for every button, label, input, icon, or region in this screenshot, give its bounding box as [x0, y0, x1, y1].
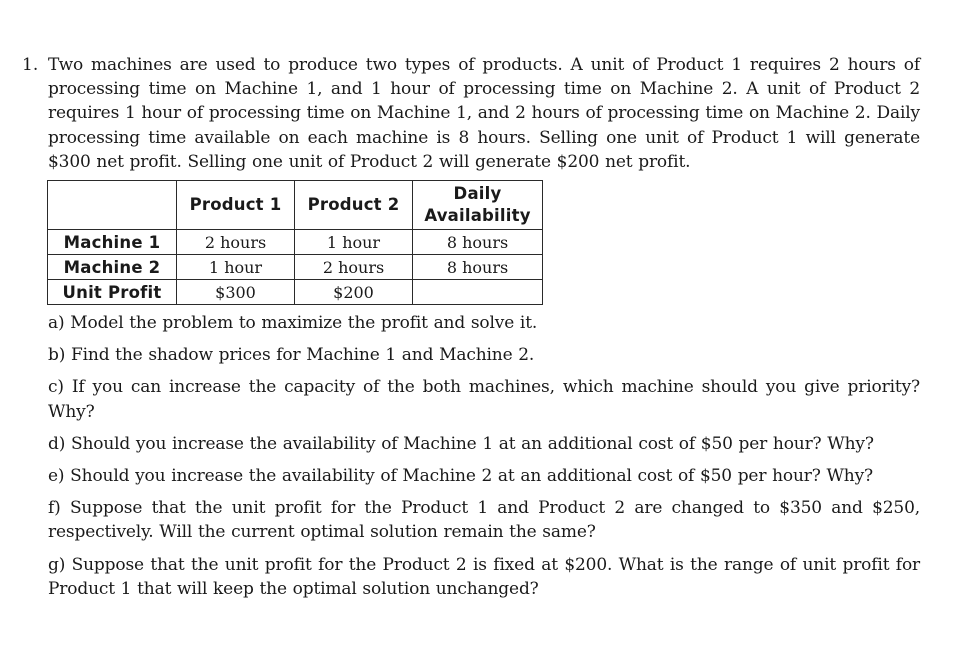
- cell-unit-profit-availability: [413, 280, 543, 305]
- header-daily-availability: [413, 181, 543, 230]
- header-product-1: Product 1: [177, 181, 295, 230]
- table-row: [48, 255, 543, 280]
- cell-machine-1-product-2: 1 hour: [295, 230, 413, 255]
- header-product-2: Product 2: [295, 181, 413, 230]
- problem-number: 1.: [22, 55, 39, 75]
- header-availability-label: Availability: [424, 206, 531, 225]
- row-label-machine-2: Machine 2: [48, 255, 177, 280]
- question-list: [48, 311, 920, 601]
- cell-unit-profit-product-2: $200: [295, 280, 413, 305]
- question-d: d) Should you increase the availability of Machine 1 at an additional cost of $50 per hour? Why?: [48, 433, 874, 454]
- cell-machine-2-availability: 8 hours: [413, 255, 543, 280]
- question-g: g) Suppose that the unit profit for the Product 2 is fixed at $200. What is the range of unit profit for Product 1 that will keep the optimal solution unchanged?: [48, 554, 920, 599]
- question-c: c) If you can increase the capacity of the both machines, which machine should you give priority? Why?: [48, 377, 920, 422]
- row-label-unit-profit: Unit Profit: [48, 280, 177, 305]
- question-b: b) Find the shadow prices for Machine 1 and Machine 2.: [48, 345, 535, 366]
- problem-statement: Two machines are used to produce two types of products. A unit of Product 1 requires 2 hours of processing time on Machine 1, and 1 hour of processing time on Machine 2. A unit of Product 2 requires 1 hour of processing time on Machine 1, and 2 hours of processing time on Machine 2. Daily processing time available on each machine is 8 hours. Selling one unit of Product 1 will generate $300 net profit. Selling one unit of Product 2 will generate $200 net profit.: [48, 55, 920, 172]
- table-row: [48, 230, 543, 255]
- cell-machine-1-availability: 8 hours: [413, 230, 543, 255]
- table-header-row: [48, 181, 543, 230]
- cell-machine-1-product-1: 2 hours: [177, 230, 295, 255]
- question-e: e) Should you increase the availability of Machine 2 at an additional cost of $50 per hour? Why?: [48, 466, 873, 487]
- table-row: [48, 280, 543, 305]
- question-a: a) Model the problem to maximize the profit and solve it.: [48, 313, 538, 333]
- cell-machine-2-product-1: 1 hour: [177, 255, 295, 280]
- cell-machine-2-product-2: 2 hours: [295, 255, 413, 280]
- row-label-machine-1: Machine 1: [48, 230, 177, 255]
- cell-unit-profit-product-1: $300: [177, 280, 295, 305]
- machine-product-table: [47, 180, 543, 305]
- question-f: f) Suppose that the unit profit for the Product 1 and Product 2 are changed to $350 and $250, respectively. Will the current optimal solution remain the same?: [48, 498, 920, 543]
- header-daily-label: Daily: [453, 184, 502, 203]
- table-corner-cell: [48, 181, 177, 230]
